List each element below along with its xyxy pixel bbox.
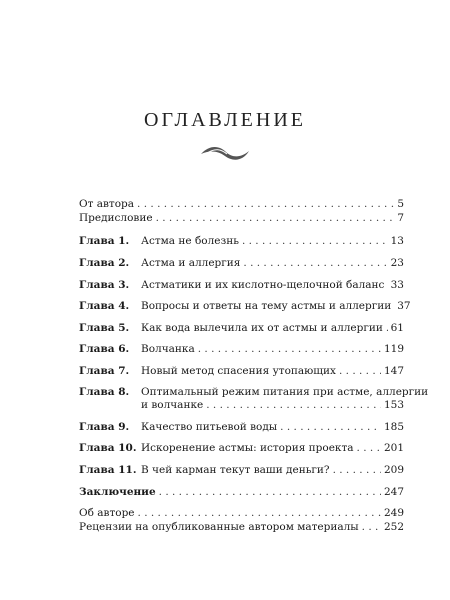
leader-dots bbox=[206, 398, 381, 412]
toc-entry-title: Заключение bbox=[79, 486, 156, 498]
toc-entry-title: Волчанка bbox=[141, 343, 195, 355]
toc-entry-chapter-9[interactable] bbox=[79, 420, 404, 434]
toc-entry-title: От автора bbox=[79, 198, 135, 210]
toc-entry-page: 13 bbox=[390, 235, 404, 247]
chapter-label: Глава 4. bbox=[79, 300, 130, 312]
toc-entry-title: Предисловие bbox=[79, 212, 153, 224]
toc-entry-chapter-3[interactable] bbox=[79, 278, 404, 292]
toc-entry-title: Искоренение астмы: история проекта bbox=[141, 442, 354, 454]
toc-entry-from-author[interactable] bbox=[79, 197, 404, 211]
toc-entry-page: 249 bbox=[383, 507, 404, 519]
leader-dots bbox=[362, 520, 381, 534]
toc-entry-reviews[interactable] bbox=[79, 520, 404, 534]
toc-entry-page: 201 bbox=[383, 442, 404, 454]
toc-entry-title: Астма и аллергия bbox=[141, 257, 241, 269]
toc-entry-conclusion[interactable] bbox=[79, 485, 404, 499]
toc-entry-chapter-8[interactable] bbox=[79, 385, 429, 399]
toc-entry-title: Астма не болезнь bbox=[141, 235, 239, 247]
leader-dots bbox=[156, 211, 395, 225]
toc-entry-title: Как вода вылечила их от астмы и аллергии bbox=[141, 322, 383, 334]
toc-entry-page: 33 bbox=[390, 279, 404, 291]
toc-entry-title: Астматики и их кислотно-щелочной баланс bbox=[141, 279, 385, 291]
toc-entry-page: 5 bbox=[397, 198, 404, 210]
leader-dots bbox=[198, 342, 381, 356]
toc-entry-chapter-2[interactable] bbox=[79, 256, 404, 270]
toc-entry-page: 252 bbox=[383, 521, 404, 533]
leader-dots bbox=[280, 420, 381, 434]
chapter-label: Глава 11. bbox=[79, 464, 137, 476]
toc-entry-page: 247 bbox=[383, 486, 404, 498]
chapter-label: Глава 1. bbox=[79, 235, 130, 247]
leader-dots bbox=[339, 364, 381, 378]
leader-dots bbox=[242, 234, 388, 248]
toc-entry-title-continued: и волчанке bbox=[141, 399, 204, 411]
toc-entry-title: Качество питьевой воды bbox=[141, 421, 278, 433]
toc-entry-about-author[interactable] bbox=[79, 506, 404, 520]
toc-entry-title: Оптимальный режим питания при астме, аллергии bbox=[141, 386, 429, 398]
toc-entry-title: В чей карман текут ваши деньги? bbox=[141, 464, 330, 476]
toc-entry-title: Новый метод спасения утопающих bbox=[141, 365, 336, 377]
leader-dots bbox=[159, 485, 381, 499]
toc-entry-chapter-10[interactable] bbox=[79, 441, 404, 455]
leader-dots bbox=[243, 256, 387, 270]
toc-entry-page: 23 bbox=[390, 257, 404, 269]
toc-entry-page: 37 bbox=[397, 300, 411, 312]
toc-entry-chapter-4[interactable] bbox=[79, 299, 411, 313]
toc-entry-title: Вопросы и ответы на тему астмы и аллергии bbox=[141, 300, 392, 312]
chapter-label: Глава 6. bbox=[79, 343, 130, 355]
toc-entry-chapter-1[interactable] bbox=[79, 234, 404, 248]
toc-entry-page: 153 bbox=[383, 399, 404, 411]
toc-entry-page: 119 bbox=[383, 343, 404, 355]
toc-entry-title: Рецензии на опубликованные автором материалы bbox=[79, 521, 359, 533]
chapter-label: Глава 3. bbox=[79, 279, 130, 291]
leader-dots bbox=[333, 463, 381, 477]
toc-entry-page: 7 bbox=[397, 212, 404, 224]
chapter-label: Глава 10. bbox=[79, 442, 137, 454]
toc-entry-page: 209 bbox=[383, 464, 404, 476]
leader-dots bbox=[138, 506, 381, 520]
toc-entry-page: 147 bbox=[383, 365, 404, 377]
chapter-label: Глава 5. bbox=[79, 322, 130, 334]
toc-entry-title: Об авторе bbox=[79, 507, 135, 519]
chapter-label: Глава 7. bbox=[79, 365, 130, 377]
chapter-label: Глава 8. bbox=[79, 386, 130, 398]
leader-dots bbox=[137, 197, 394, 211]
toc-entry-chapter-11[interactable] bbox=[79, 463, 404, 477]
toc-entry-preface[interactable] bbox=[79, 211, 404, 225]
chapter-label: Глава 9. bbox=[79, 421, 130, 433]
toc-entry-chapter-7[interactable] bbox=[79, 364, 404, 378]
toc-entry-page: 185 bbox=[383, 421, 404, 433]
page-title: ОГЛАВЛЕНИЕ bbox=[144, 109, 306, 131]
leader-dots bbox=[357, 441, 381, 455]
leader-dots bbox=[386, 321, 388, 335]
toc-entry-page: 61 bbox=[390, 322, 404, 334]
chapter-label: Глава 2. bbox=[79, 257, 130, 269]
toc-entry-chapter-5[interactable] bbox=[79, 321, 404, 335]
toc-entry-chapter-6[interactable] bbox=[79, 342, 404, 356]
toc-entry-chapter-8-continued[interactable] bbox=[141, 398, 404, 412]
